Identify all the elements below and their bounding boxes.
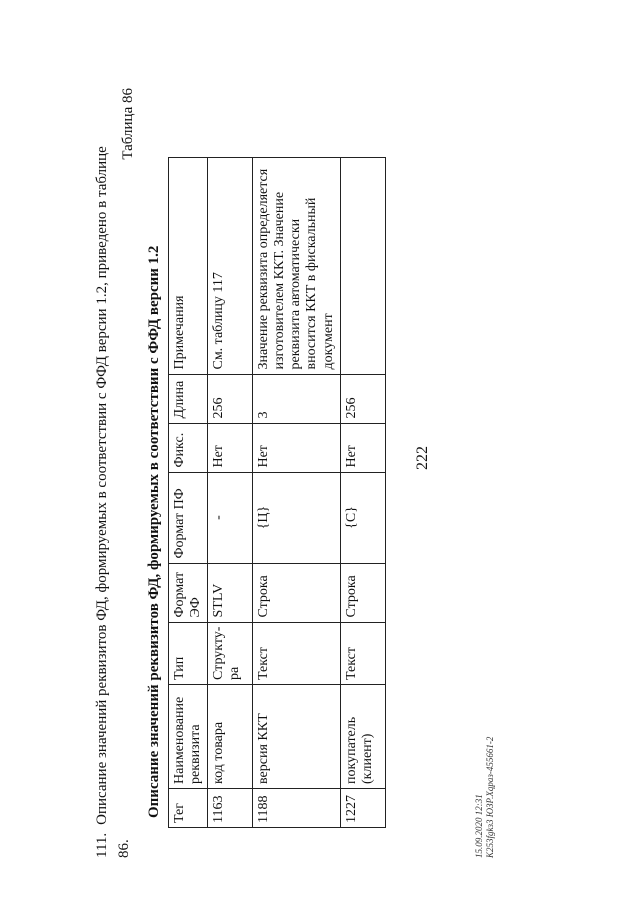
header-fixed: Фикс. <box>169 423 208 472</box>
table-row <box>208 157 253 827</box>
cell-length: 3 <box>253 374 340 423</box>
cell-name: код товара <box>208 685 253 789</box>
cell-pf-format: - <box>208 472 253 563</box>
header-ef-format: Формат ЭФ <box>169 563 208 622</box>
cell-name: покупатель (клиент) <box>340 685 385 789</box>
paragraph-continuation: 86. <box>116 839 132 858</box>
cell-type: Текст <box>253 622 340 684</box>
cell-type: Структу-ра <box>208 622 253 684</box>
rotated-page <box>86 58 506 858</box>
cell-tag: 1163 <box>208 789 253 828</box>
paragraph-text: Описание значений реквизитов ФД, формируемых в соответствии с ФФД версии 1.2, приведено в таблице <box>94 146 110 825</box>
cell-length: 256 <box>208 374 253 423</box>
cell-ef-format: Строка <box>253 563 340 622</box>
cell-ef-format: Строка <box>340 563 385 622</box>
cell-fixed: Нет <box>340 423 385 472</box>
print-stamp <box>474 737 496 858</box>
cell-ef-format: STLV <box>208 563 253 622</box>
header-notes: Примечания <box>169 157 208 374</box>
requisites-table <box>168 157 386 828</box>
page-number: 222 <box>414 446 431 470</box>
header-length: Длина <box>169 374 208 423</box>
cell-pf-format: {С} <box>340 472 385 563</box>
header-name: Наименование реквизита <box>169 685 208 789</box>
cell-notes: См. таблицу 117 <box>208 157 253 374</box>
stamp-code: К253fgkз3 ЮЗР.Хqpаз-455661-2 <box>484 736 495 858</box>
cell-notes: Значение реквизита определяется изготовителем ККТ. Значение реквизита автоматически вносится ККТ в фискальный документ <box>253 157 340 374</box>
cell-fixed: Нет <box>253 423 340 472</box>
table-header-row <box>169 157 208 827</box>
cell-notes <box>340 157 385 374</box>
cell-name: версия ККТ <box>253 685 340 789</box>
table-title: Описание значений реквизитов ФД, формируемых в соответствии с ФФД версии 1.2 <box>146 245 162 818</box>
table-label: Таблица 86 <box>120 88 136 160</box>
header-pf-format: Формат ПФ <box>169 472 208 563</box>
cell-tag: 1227 <box>340 789 385 828</box>
table-row <box>340 157 385 827</box>
cell-length: 256 <box>340 374 385 423</box>
stamp-date: 15.09.2020 12:31 <box>474 794 484 858</box>
table-row <box>253 157 340 827</box>
lead-paragraph <box>94 146 111 858</box>
paragraph-number: 111. <box>94 832 110 858</box>
cell-tag: 1188 <box>253 789 340 828</box>
header-type: Тип <box>169 622 208 684</box>
cell-fixed: Нет <box>208 423 253 472</box>
header-tag: Тег <box>169 789 208 828</box>
cell-pf-format: {Ц} <box>253 472 340 563</box>
cell-type: Текст <box>340 622 385 684</box>
